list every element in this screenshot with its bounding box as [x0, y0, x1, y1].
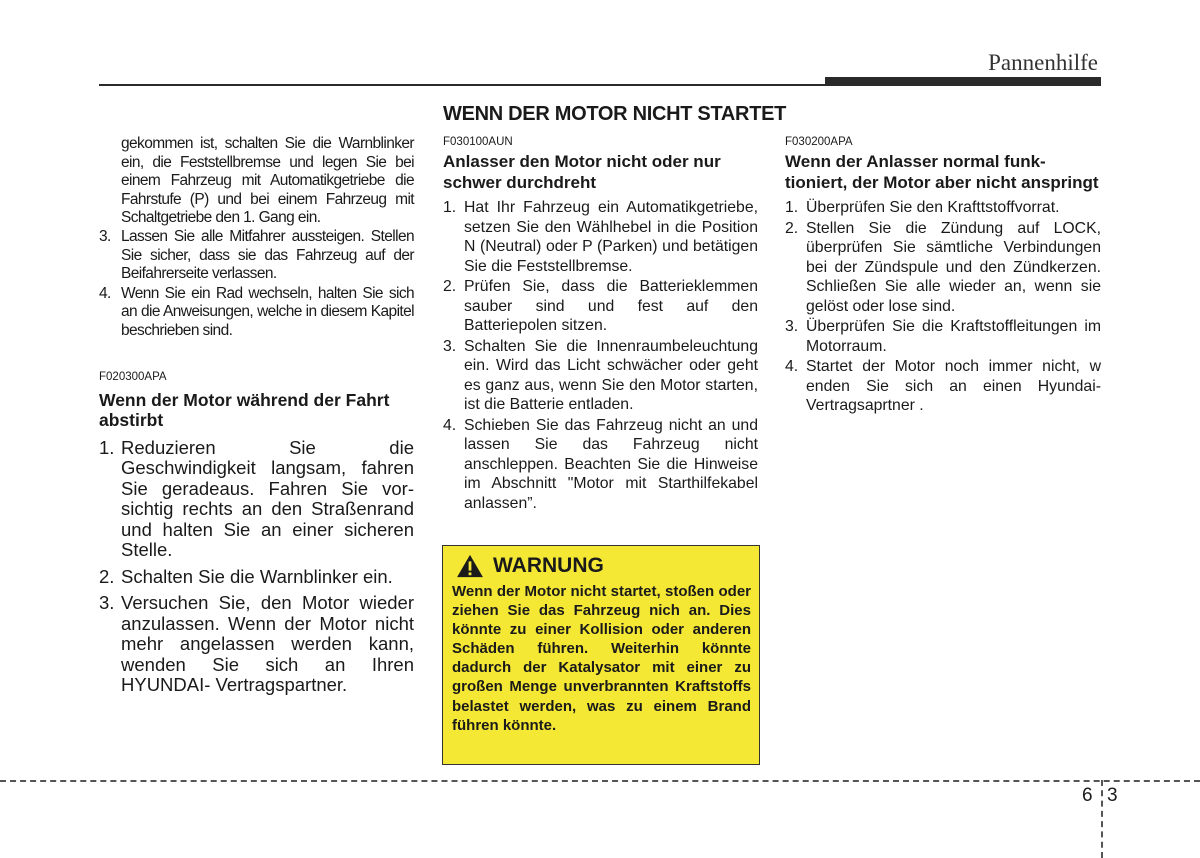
list-item	[99, 285, 414, 341]
continued-text-block	[99, 135, 414, 341]
warning-title: WARNUNG	[493, 554, 604, 577]
page-header-title: Pannenhilfe	[988, 50, 1098, 75]
list-text: Prüfen Sie, dass die Batterieklemmen sauber sind und fest auf den Batteriepolen sitzen.	[464, 278, 758, 334]
section-code: F030100AUN	[443, 136, 513, 148]
list-item	[785, 357, 1101, 416]
list-text: Versuchen Sie, den Motor wieder anzulassen. Wenn der Motor nicht mehr angelassen werden kann, wenden Sie sich an Ihren HYUNDAI- Vertragspartner.	[121, 592, 414, 696]
list-number: 2.	[785, 219, 799, 237]
steps-list	[785, 198, 1101, 416]
list-text: Startet der Motor noch immer nicht, w enden Sie sich an einen Hyundai-Vertragsaprtner .	[806, 358, 1101, 414]
warning-text: Wenn der Motor nicht startet, stoßen oder ziehen Sie das Fahrzeug nich an. Dies könnte zu einer Kollision oder anderen Schäden führen. Weiterhin könnte dadurch der Katalysator mit einer zu großen Menge unverbrannten Kraftstoffs belastet werden, was zu einem Brand führen könnte.	[452, 583, 751, 734]
list-text: Lassen Sie alle Mitfahrer aussteigen. Stellen Sie sicher, dass sie das Fahrzeug auf der Beifahrerseite verlassen.	[121, 227, 414, 283]
column-right	[785, 135, 1101, 417]
list-item	[785, 219, 1101, 317]
list-item	[443, 277, 758, 336]
steps-list	[443, 198, 758, 513]
warning-header	[455, 554, 751, 578]
list-item	[99, 593, 414, 696]
list-number: 2.	[99, 565, 115, 587]
list-text: Schalten Sie die Innenraumbeleuchtung ein. Wird das Licht schwächer oder geht es ganz aus, wenn Sie den Motor starten, ist die Batterie entladen.	[464, 337, 758, 413]
list-item	[99, 438, 414, 561]
list-item	[443, 337, 758, 415]
list-text: Stellen Sie die Zündung auf LOCK, überprüfen Sie sämtliche Verbindungen bei der Zündspule und den Zündkerzen. Schließen Sie alle wieder an, wenn sie gelöst oder lose sind.	[806, 219, 1101, 315]
list-item	[99, 567, 414, 588]
section-heading: Anlasser den Motor nicht oder nur schwer durchdreht	[443, 152, 721, 192]
list-number: 3.	[785, 318, 799, 335]
list-item	[785, 198, 1101, 218]
list-text: Reduzieren Sie die Geschwindigkeit langsam, fahren Sie geradeaus. Fahren Sie vor-sichtig rechts an den Straßenrand und halten Sie an einer sicheren Stelle.	[121, 436, 414, 561]
list-number: 4.	[785, 358, 799, 375]
list-number: 1.	[443, 199, 457, 216]
list-number: 3.	[99, 227, 111, 245]
list-number: 3.	[443, 337, 457, 355]
continued-list	[99, 228, 414, 341]
header-rule	[99, 84, 1101, 86]
column-middle	[443, 135, 758, 514]
section-heading: Wenn der Anlasser normal funk-tioniert, der Motor aber nicht anspringt	[785, 152, 1099, 192]
list-item	[443, 416, 758, 514]
chapter-number: 6	[1082, 785, 1093, 806]
list-number: 1.	[99, 436, 115, 458]
footer-divider	[0, 780, 1200, 782]
section-heading: Wenn der Motor während der Fahrt abstirbt	[99, 389, 390, 431]
warning-box	[442, 545, 760, 765]
list-number: 2.	[443, 278, 457, 295]
column-left	[99, 135, 414, 702]
section-code: F020300APA	[99, 370, 167, 383]
list-text: Schieben Sie das Fahrzeug nicht an und lassen Sie das Fahrzeug nicht anschleppen. Beachten Sie die Hinweise im Abschnitt "Motor mit Starthilfekabel anlassen”.	[464, 416, 758, 512]
page-number: 3	[1107, 785, 1118, 806]
list-text: Überprüfen Sie den Krafttstoffvorrat.	[806, 199, 1060, 216]
list-item	[785, 317, 1101, 356]
section-code: F030200APA	[785, 136, 853, 148]
list-text: Wenn Sie ein Rad wechseln, halten Sie sich an die Anweisungen, welche in diesem Kapitel beschrieben sind.	[121, 284, 414, 339]
section-title: WENN DER MOTOR NICHT STARTET	[443, 103, 787, 125]
footer-page-divider	[1101, 780, 1103, 858]
list-text: Hat Ihr Fahrzeug ein Automatikgetriebe, setzen Sie den Wählhebel in die Position N (Neutral) oder P (Parken) und betätigen Sie die Feststellbremse.	[464, 199, 758, 275]
steps-list	[99, 438, 414, 696]
list-text: Schalten Sie die Warnblinker ein.	[121, 565, 393, 587]
list-text: Überprüfen Sie die Kraftstoffleitungen im Motorraum.	[806, 318, 1101, 355]
list-number: 4.	[99, 284, 111, 302]
intro-paragraph: gekommen ist, schalten Sie die Warnblinker ein, die Feststellbremse und legen Sie bei einem Fahrzeug mit Automatikgetriebe die Fahrstufe (P) und bei einem Fahrzeug mit Schaltgetriebe den 1. Gang ein.	[121, 135, 414, 227]
list-number: 4.	[443, 416, 457, 434]
list-item	[443, 198, 758, 276]
list-number: 1.	[785, 199, 799, 216]
list-item	[99, 228, 414, 284]
list-number: 3.	[99, 592, 115, 614]
warning-triangle-icon	[455, 554, 485, 578]
